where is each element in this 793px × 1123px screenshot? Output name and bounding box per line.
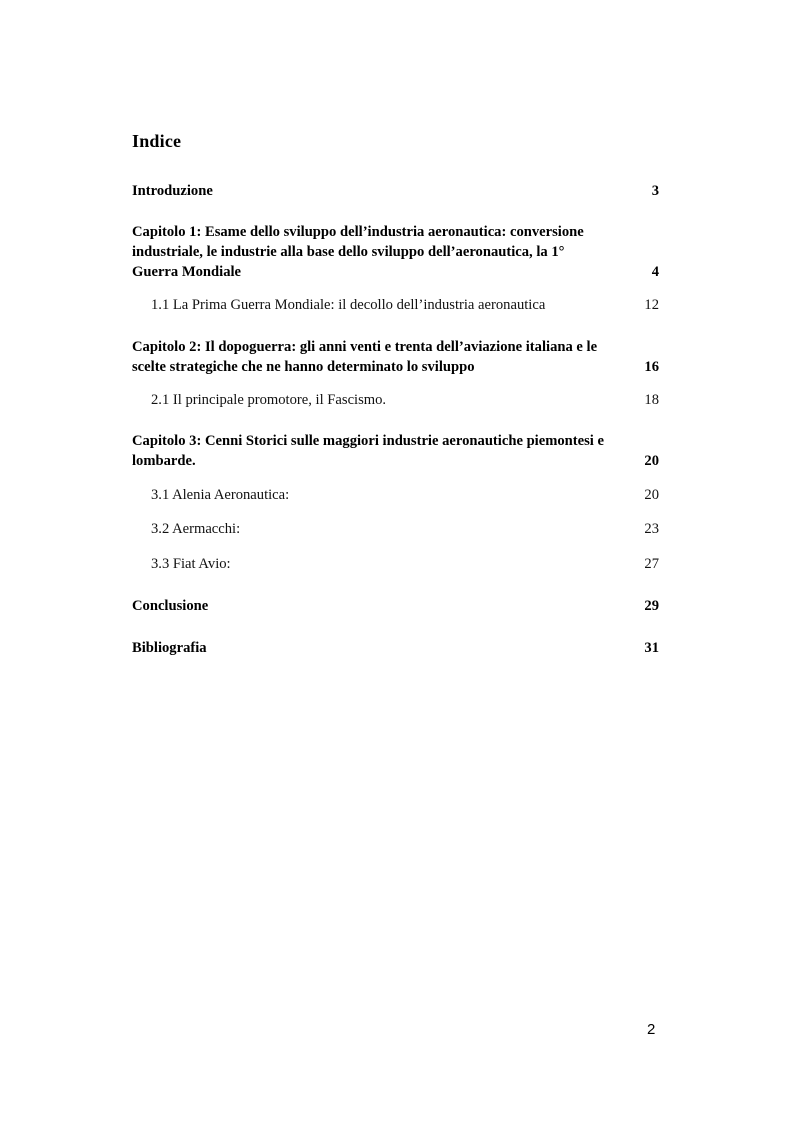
toc-page-number: 12 bbox=[644, 297, 659, 313]
toc-entry-line: Capitolo 3: Cenni Storici sulle maggiori industrie aeronautiche piemontesi e bbox=[132, 433, 604, 449]
toc-page-number: 4 bbox=[651, 264, 659, 280]
toc-entry-label: Conclusione bbox=[132, 598, 209, 614]
toc-entry-row bbox=[151, 519, 659, 539]
toc-entry-label: Guerra Mondiale bbox=[132, 264, 242, 280]
toc-page-number: 20 bbox=[644, 453, 659, 469]
page-title: Indice bbox=[132, 131, 182, 151]
toc-entry-section-3-2[interactable] bbox=[151, 519, 659, 539]
toc-entry-line: Capitolo 2: Il dopoguerra: gli anni venti e trenta dell’aviazione italiana e le bbox=[132, 339, 598, 355]
toc-entry-introduzione[interactable] bbox=[132, 181, 659, 201]
toc-entry-label: Bibliografia bbox=[132, 640, 207, 656]
page-number: 2 bbox=[647, 1021, 656, 1038]
toc-entry-bibliografia[interactable] bbox=[132, 638, 659, 658]
toc-entry-row bbox=[132, 596, 659, 616]
toc-entry-row bbox=[151, 485, 659, 505]
toc-entry-row bbox=[132, 451, 659, 471]
toc-page-number: 16 bbox=[644, 359, 659, 375]
toc-entry-row bbox=[151, 295, 659, 315]
toc-entry-label: lombarde. bbox=[132, 453, 196, 469]
toc-entry-capitolo-2[interactable] bbox=[132, 337, 659, 377]
toc-entry-section-3-1[interactable] bbox=[151, 485, 659, 505]
toc-entry-row bbox=[151, 390, 659, 410]
toc-entry-row bbox=[132, 357, 659, 377]
toc-entry-conclusione[interactable] bbox=[132, 596, 659, 616]
toc-entry-row bbox=[132, 638, 659, 658]
toc-entry-label: scelte strategiche che ne hanno determinato lo sviluppo bbox=[132, 359, 475, 375]
toc-page-number: 27 bbox=[644, 556, 659, 572]
toc-entry-section-3-3[interactable] bbox=[151, 554, 659, 574]
toc-entry-section-1-1[interactable] bbox=[151, 295, 659, 315]
toc-entry-row bbox=[132, 181, 659, 201]
toc-entry-label: Introduzione bbox=[132, 183, 213, 199]
toc-page-number: 3 bbox=[651, 183, 659, 199]
toc-page-number: 18 bbox=[644, 392, 659, 408]
toc-entry-label: 3.1 Alenia Aeronautica: bbox=[151, 487, 290, 503]
toc-page-number: 20 bbox=[644, 487, 659, 503]
toc-entry-row bbox=[132, 262, 659, 282]
toc-entry-label: 3.3 Fiat Avio: bbox=[151, 556, 231, 572]
toc-entry-capitolo-3[interactable] bbox=[132, 431, 659, 471]
toc-page-number: 23 bbox=[644, 521, 659, 537]
toc-entry-line: Capitolo 1: Esame dello sviluppo dell’industria aeronautica: conversione bbox=[132, 224, 584, 240]
toc-entry-label: 3.2 Aermacchi: bbox=[151, 521, 241, 537]
toc-page-number: 29 bbox=[644, 598, 659, 614]
toc-page-number: 31 bbox=[644, 640, 659, 656]
toc-entry-label: 2.1 Il principale promotore, il Fascismo. bbox=[151, 392, 387, 408]
toc-entry-section-2-1[interactable] bbox=[151, 390, 659, 410]
toc-entry-row bbox=[151, 554, 659, 574]
toc-entry-capitolo-1[interactable] bbox=[132, 222, 659, 282]
toc-entry-label: 1.1 La Prima Guerra Mondiale: il decollo dell’industria aeronautica bbox=[151, 297, 546, 313]
toc-entry-line: industriale, le industrie alla base dello sviluppo dell’aeronautica, la 1° bbox=[132, 244, 565, 260]
